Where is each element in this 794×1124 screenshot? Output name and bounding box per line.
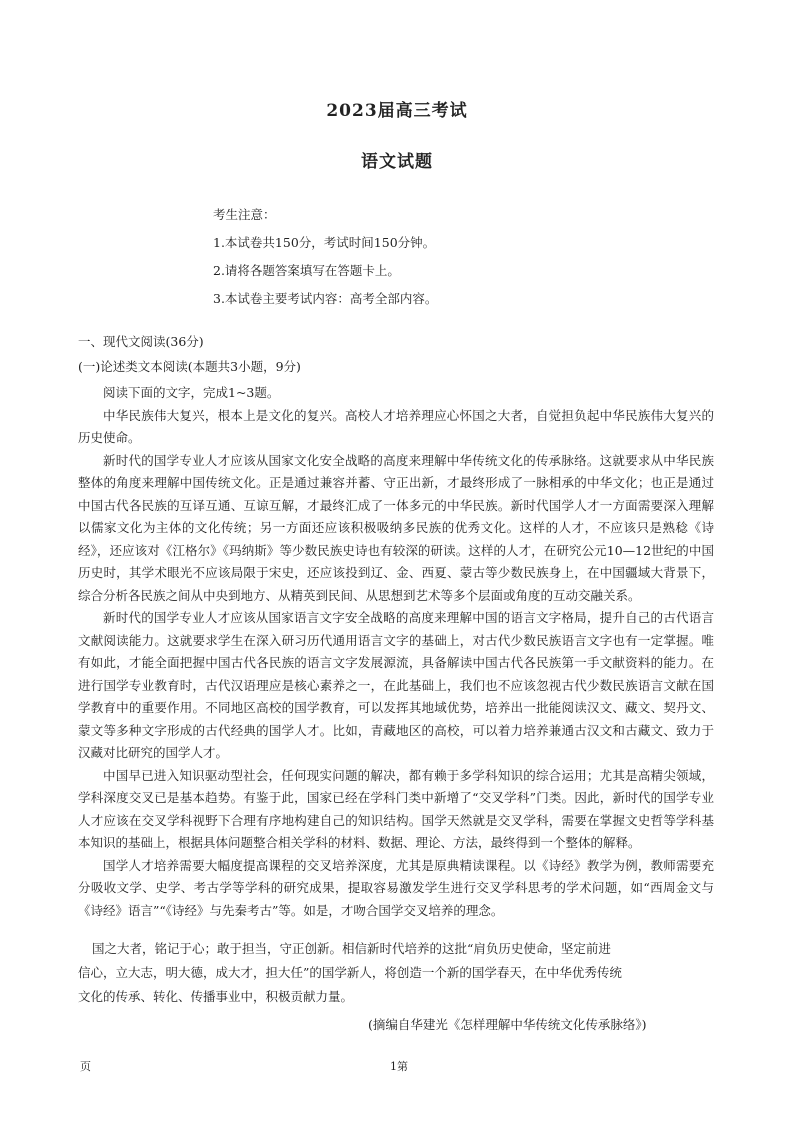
- page-number: 1第: [390, 1060, 408, 1073]
- notice-item-2: 2.请将各题答案填写在答题卡上。: [213, 263, 400, 278]
- closing-line-3: 文化的传承、转化、传播事业中，积极贡献力量。: [78, 989, 354, 1004]
- passage-paragraph-1: 中华民族伟大复兴，根本上是文化的复兴。高校人才培养理应心怀国之大者，自觉担负起中华民族伟大复兴的历史使命。: [78, 407, 714, 445]
- passage-paragraph-4: 中国早已进入知识驱动型社会，任何现实问题的解决，都有赖于多学科知识的综合运用；尤其是高精尖领域，学科深度交叉已是基本趋势。有鉴于此，国家已经在学科门类中新增了“交叉学科”门类。因此，新时代的国学专业人才应该在交叉学科视野下合理有序地构建自己的知识结构。国学天然就是交叉学科，需要在掌握文史哲等学科基本知识的基础上，根据具体问题整合相关学科的材料、数据、理论、方法，最终得到一个整体的解释。: [78, 767, 714, 850]
- section-title: 一、现代文阅读(36分): [78, 334, 204, 349]
- passage-paragraph-5: 国学人才培养需要大幅度提高课程的交叉培养深度，尤其是原典精读课程。以《诗经》教学为例，教师需要充分吸收文学、史学、考古学等学科的研究成果，提取容易激发学生进行交叉学科思考的学术问题，如“西周金文与《诗经》语言”“《诗经》与先秦考古”等。如是，才吻合国学交叉培养的理念。: [78, 857, 714, 918]
- page-subtitle: 语文试题: [361, 152, 433, 172]
- closing-line-2: 信心，立大志，明大德，成大才，担大任”的国学新人，将创造一个新的国学春天，在中华优秀传统: [78, 965, 622, 980]
- passage-source: (摘编自华建光《怎样理解中华传统文化传承脉络》): [368, 1017, 647, 1032]
- notice-item-1: 1.本试卷共150分，考试时间150分钟。: [213, 235, 436, 250]
- passage-paragraph-3: 新时代的国学专业人才应该从国家语言文字安全战略的高度来理解中国的语言文字格局，提升自己的古代语言文献阅读能力。这就要求学生在深入研习历代通用语言文字的基础上，对古代少数民族语言文字也有一定掌握。唯有如此，才能全面把握中国古代各民族的语言文字发展源流，具备解读中国古代各民族第一手文献资料的能力。在进行国学专业教育时，古代汉语理应是核心素养之一，在此基础上，我们也不应该忽视古代少数民族语言文献在国学教育中的重要作用。不同地区高校的国学教育，可以发挥其地域优势，培养出一批能阅读汉文、藏文、契丹文、蒙文等多种文字形成的古代经典的国学人才。比如，青藏地区的高校，可以着力培养兼通古汉文和古藏文、致力于汉藏对比研究的国学人才。: [78, 610, 714, 760]
- reading-instruction: 阅读下面的文字，完成1~3题。: [103, 385, 280, 400]
- passage: [78, 382, 714, 922]
- passage-paragraph-2: 新时代的国学专业人才应该从国家文化安全战略的高度来理解中华传统文化的传承脉络。这就要求从中华民族整体的角度来理解中国传统文化。正是通过兼容并蓄、守正出新，才最终形成了一脉相承的中华文化；也正是通过中国古代各民族的互译互通、互谅互解，才最终汇成了一体多元的中华民族。新时代国学人才一方面需要深入理解以儒家文化为主体的文化传统；另一方面还应该积极吸纳多民族的优秀文化。这样的人才，不应该只是熟稔《诗经》，还应该对《江格尔》《玛纳斯》等少数民族史诗也有较深的研读。这样的人才，在研究公元10—12世纪的中国历史时，其学术眼光不应该局限于宋史，还应该投到辽、金、西夏、蒙古等少数民族身上，在中国疆域大背景下，综合分析各民族之间从中央到地方、从精英到民间、从思想到艺术等多个层面或角度的互动交融关系。: [78, 452, 714, 603]
- notice-item-3: 3.本试卷主要考试内容：高考全部内容。: [213, 291, 438, 306]
- page-title: 2023届高三考试: [326, 101, 468, 121]
- closing-line-1: 国之大者，铭记于心；敢于担当，守正创新。相信新时代培养的这批“肩负历史使命，坚定前进: [92, 941, 611, 956]
- footer-left: 页: [80, 1060, 91, 1073]
- section-subtitle: (一)论述类文本阅读(本题共3小题，9分): [78, 359, 301, 374]
- notice-heading: 考生注意：: [213, 207, 276, 222]
